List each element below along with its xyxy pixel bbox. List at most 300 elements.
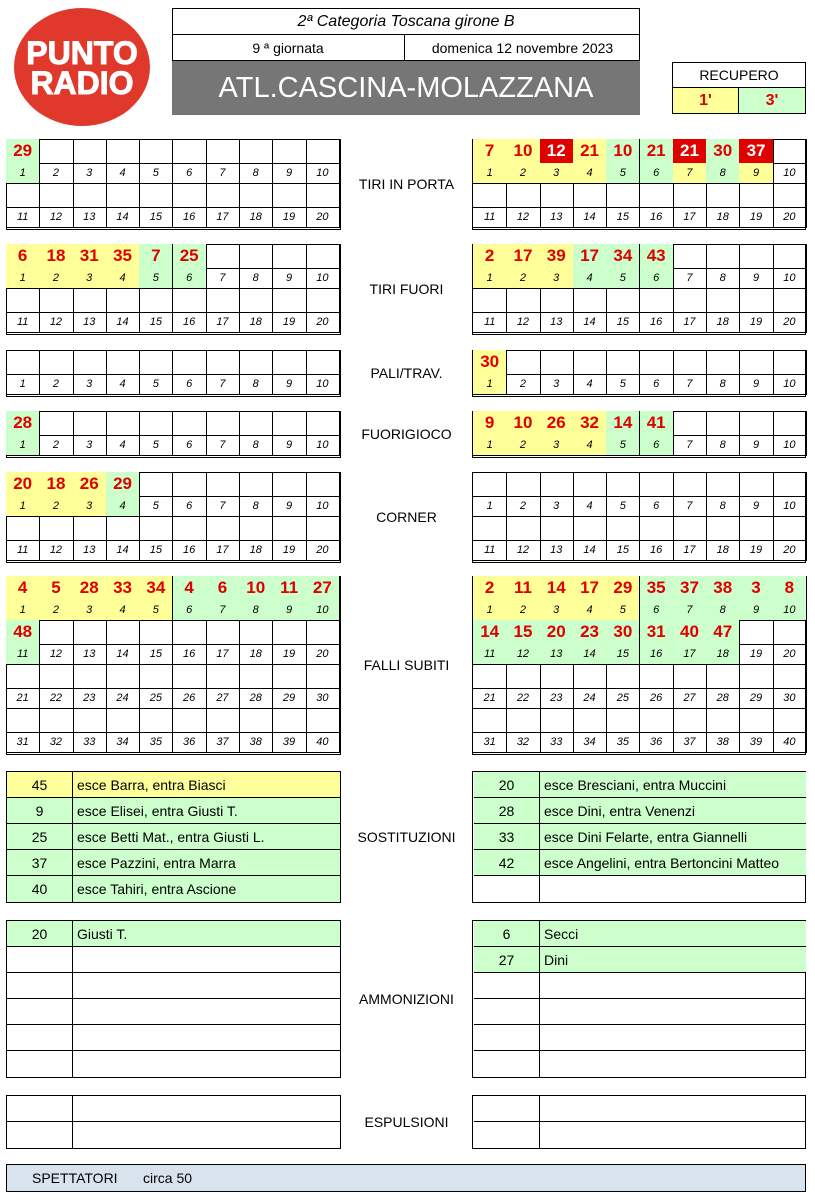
away-index-label: 15: [606, 312, 640, 333]
away-index-label: 16: [640, 644, 674, 665]
spectators-label: SPETTATORI: [32, 1170, 118, 1186]
home-index-label: 7: [206, 268, 240, 289]
home-index-label: 11: [6, 644, 40, 665]
home-index-label: 7: [206, 374, 240, 395]
away-index-label: 4: [573, 268, 607, 289]
home-minute-cell: 25: [173, 244, 207, 269]
home-index-label: 2: [39, 374, 73, 395]
home-index-label: 15: [139, 644, 173, 665]
away-minute-cell: 20: [540, 620, 574, 645]
away-minute-cell: 17: [573, 244, 607, 269]
home-minute-cell: [73, 708, 107, 733]
away-minute-cell: 21: [573, 139, 607, 164]
home-index-label: 8: [239, 496, 273, 517]
away-minute-cell: [739, 244, 773, 269]
league-name: 2ª Categoria Toscana girone B: [172, 8, 640, 35]
home-minute-cell: [73, 411, 107, 436]
sostituzioni-label: SOSTITUZIONI: [340, 771, 473, 903]
home-sostituzioni-row: [7, 876, 341, 902]
home-index-label: 1: [6, 496, 40, 517]
event-description: [73, 1122, 341, 1148]
home-index-label: 4: [106, 435, 140, 456]
home-index-label: 35: [139, 732, 173, 753]
event-description: [73, 1051, 341, 1077]
home-ammonizioni-row: [7, 1051, 341, 1077]
away-minute-cell: [673, 472, 707, 497]
home-index-label: 10: [306, 163, 340, 184]
away-index-label: 2: [506, 163, 540, 184]
away-minute-cell: [773, 288, 807, 313]
away-index-label: 12: [506, 540, 540, 561]
recupero-second-half: 3': [739, 88, 805, 113]
away-minute-cell: 17: [573, 576, 607, 601]
home-index-label: 3: [73, 163, 107, 184]
home-minute-cell: [306, 244, 340, 269]
event-minute: 25: [7, 824, 73, 850]
home-index-label: 18: [239, 207, 273, 228]
away-index-label: 29: [739, 688, 773, 709]
home-espulsioni-row: [7, 1096, 341, 1122]
away-minute-cell: 47: [706, 620, 740, 645]
home-index-label: 17: [206, 207, 240, 228]
away-minute-cell: [773, 350, 807, 375]
home-index-label: 14: [106, 207, 140, 228]
home-index-label: 13: [73, 540, 107, 561]
home-index-label: 17: [206, 644, 240, 665]
home-index-label: 25: [139, 688, 173, 709]
away-index-label: 3: [540, 268, 574, 289]
away-minute-cell: [673, 183, 707, 208]
home-index-label: 15: [139, 312, 173, 333]
home-minute-cell: [139, 472, 173, 497]
away-minute-cell: [540, 183, 574, 208]
away-minute-cell: [473, 708, 507, 733]
home-minute-cell: 7: [139, 244, 173, 269]
away-index-label: 24: [573, 688, 607, 709]
event-minute: [474, 1051, 540, 1077]
home-minute-cell: [173, 411, 207, 436]
home-minute-cell: [173, 620, 207, 645]
home-index-label: 6: [173, 600, 207, 621]
recupero-first-half: 1': [673, 88, 739, 113]
away-ammonizioni-row: [474, 973, 806, 999]
away-index-label: 4: [573, 435, 607, 456]
away-minute-cell: [540, 516, 574, 541]
home-index-label: 14: [106, 540, 140, 561]
home-minute-cell: [106, 708, 140, 733]
home-minute-cell: [39, 708, 73, 733]
away-minute-cell: [773, 411, 807, 436]
stat-label: FALLI SUBITI: [340, 576, 473, 755]
away-index-label: 20: [773, 644, 807, 665]
home-minute-cell: 20: [6, 472, 40, 497]
home-index-label: 37: [206, 732, 240, 753]
away-index-label: 10: [773, 496, 807, 517]
home-minute-cell: [272, 516, 306, 541]
home-minute-cell: [173, 350, 207, 375]
away-minute-cell: 23: [573, 620, 607, 645]
home-minute-cell: [206, 139, 240, 164]
round-number: 9 ª giornata: [172, 35, 405, 61]
home-index-label: 12: [39, 312, 73, 333]
away-index-label: 14: [573, 207, 607, 228]
away-ammonizioni-row: [474, 1025, 806, 1051]
away-sostituzioni-row: [474, 876, 806, 902]
event-description: [540, 973, 806, 999]
event-description: esce Barra, entra Biasci: [77, 777, 226, 793]
home-minute-cell: [272, 620, 306, 645]
away-minute-cell: [473, 664, 507, 689]
stat-label: CORNER: [340, 472, 473, 563]
away-index-label: 7: [673, 374, 707, 395]
away-index-label: 30: [773, 688, 807, 709]
home-minute-cell: [239, 244, 273, 269]
away-minute-cell: [606, 288, 640, 313]
away-index-label: 19: [739, 207, 773, 228]
home-minute-cell: [106, 411, 140, 436]
home-minute-cell: [272, 664, 306, 689]
home-index-label: 16: [173, 644, 207, 665]
away-index-label: 17: [673, 644, 707, 665]
home-minute-cell: [306, 350, 340, 375]
away-minute-cell: [573, 708, 607, 733]
event-minute: 40: [7, 876, 73, 902]
away-index-label: 21: [473, 688, 507, 709]
home-minute-cell: [206, 350, 240, 375]
away-minute-cell: [739, 664, 773, 689]
away-index-label: 10: [773, 163, 807, 184]
away-index-label: 7: [673, 435, 707, 456]
event-description: [73, 1096, 341, 1122]
spectators-value: circa 50: [143, 1170, 193, 1186]
logo-text-punto: PUNTO: [26, 35, 138, 71]
home-index-label: 5: [139, 435, 173, 456]
home-minute-cell: 28: [6, 411, 40, 436]
home-index-label: 5: [139, 496, 173, 517]
home-minute-cell: 5: [39, 576, 73, 601]
home-index-label: 19: [272, 644, 306, 665]
away-minute-cell: 37: [673, 576, 707, 601]
home-minute-cell: 4: [6, 576, 40, 601]
away-minute-cell: 2: [473, 244, 507, 269]
home-minute-cell: [206, 620, 240, 645]
away-minute-cell: [773, 472, 807, 497]
away-minute-cell: [706, 183, 740, 208]
home-minute-cell: [173, 139, 207, 164]
away-minute-cell: 10: [606, 139, 640, 164]
home-index-label: 18: [239, 540, 273, 561]
home-index-label: 6: [173, 435, 207, 456]
home-index-label: 8: [239, 600, 273, 621]
home-index-label: 12: [39, 644, 73, 665]
away-minute-cell: [573, 288, 607, 313]
away-index-label: 9: [739, 600, 773, 621]
away-minute-cell: [540, 664, 574, 689]
home-index-label: 2: [39, 600, 73, 621]
away-index-label: 18: [706, 312, 740, 333]
away-index-label: 40: [773, 732, 807, 753]
away-index-label: 23: [540, 688, 574, 709]
away-minute-cell: [606, 708, 640, 733]
home-minute-cell: [6, 183, 40, 208]
home-minute-cell: [106, 139, 140, 164]
event-minute: 6: [474, 921, 540, 947]
away-minute-cell: [739, 183, 773, 208]
home-minute-cell: [106, 183, 140, 208]
home-minute-cell: [73, 288, 107, 313]
away-minute-cell: 14: [606, 411, 640, 436]
away-minute-cell: [773, 139, 807, 164]
away-index-label: 9: [739, 374, 773, 395]
home-index-label: 8: [239, 374, 273, 395]
event-description: esce Pazzini, entra Marra: [77, 855, 236, 871]
event-description: esce Dini, entra Venenzi: [544, 803, 695, 819]
home-index-label: 19: [272, 312, 306, 333]
away-minute-cell: [673, 244, 707, 269]
away-index-label: 1: [473, 496, 507, 517]
away-index-label: 22: [506, 688, 540, 709]
home-minute-cell: [206, 183, 240, 208]
away-index-label: 2: [506, 268, 540, 289]
away-sostituzioni-row: [474, 850, 806, 876]
home-index-label: 20: [306, 312, 340, 333]
event-minute: 20: [7, 921, 73, 947]
stat-label: PALI/TRAV.: [340, 350, 473, 397]
away-sostituzioni-row: [474, 798, 806, 824]
home-minute-cell: [139, 288, 173, 313]
away-index-label: 12: [506, 644, 540, 665]
event-minute: [474, 1025, 540, 1051]
away-ammonizioni-row: [474, 999, 806, 1025]
home-index-label: 32: [39, 732, 73, 753]
away-minute-cell: [739, 411, 773, 436]
away-minute-cell: [573, 664, 607, 689]
event-minute: [474, 1096, 540, 1122]
home-minute-cell: [239, 183, 273, 208]
away-index-label: 5: [606, 600, 640, 621]
event-description: [540, 1025, 806, 1051]
home-minute-cell: [272, 244, 306, 269]
event-description: esce Tahiri, entra Ascione: [77, 881, 237, 897]
away-minute-cell: [739, 708, 773, 733]
event-minute: 20: [474, 772, 540, 798]
home-index-label: 6: [173, 268, 207, 289]
home-minute-cell: [206, 708, 240, 733]
event-minute: [474, 973, 540, 999]
away-minute-cell: [573, 350, 607, 375]
away-index-label: 4: [573, 496, 607, 517]
home-index-label: 15: [139, 207, 173, 228]
event-minute: 42: [474, 850, 540, 876]
away-minute-cell: [739, 620, 773, 645]
away-minute-cell: 37: [739, 139, 773, 164]
home-index-label: 40: [306, 732, 340, 753]
away-index-label: 19: [739, 540, 773, 561]
home-minute-cell: [106, 664, 140, 689]
home-minute-cell: [39, 516, 73, 541]
home-index-label: 9: [272, 374, 306, 395]
event-description: [73, 999, 341, 1025]
home-minute-cell: [239, 620, 273, 645]
home-ammonizioni-row: [7, 947, 341, 973]
home-index-label: 10: [306, 374, 340, 395]
away-index-label: 8: [706, 496, 740, 517]
event-description: Giusti T.: [77, 926, 128, 942]
away-minute-cell: [640, 288, 674, 313]
home-index-label: 9: [272, 600, 306, 621]
away-minute-cell: [673, 350, 707, 375]
home-minute-cell: [272, 183, 306, 208]
away-index-label: 15: [606, 207, 640, 228]
away-index-label: 20: [773, 540, 807, 561]
home-minute-cell: [139, 516, 173, 541]
away-minute-cell: 21: [640, 139, 674, 164]
home-minute-cell: 48: [6, 620, 40, 645]
home-minute-cell: [206, 472, 240, 497]
stat-label: FUORIGIOCO: [340, 411, 473, 458]
home-minute-cell: [39, 183, 73, 208]
home-index-label: 33: [73, 732, 107, 753]
away-minute-cell: [640, 664, 674, 689]
home-sostituzioni-row: [7, 772, 341, 798]
home-index-label: 3: [73, 600, 107, 621]
home-index-label: 9: [272, 496, 306, 517]
away-index-label: 19: [739, 312, 773, 333]
away-minute-cell: [506, 708, 540, 733]
away-espulsioni-row: [474, 1096, 806, 1122]
away-index-label: 10: [773, 600, 807, 621]
home-index-label: 7: [206, 496, 240, 517]
away-index-label: 13: [540, 540, 574, 561]
home-index-label: 7: [206, 163, 240, 184]
away-minute-cell: [673, 411, 707, 436]
event-description: [540, 1051, 806, 1077]
away-index-label: 8: [706, 268, 740, 289]
home-index-label: 8: [239, 435, 273, 456]
away-index-label: 10: [773, 268, 807, 289]
home-minute-cell: [173, 708, 207, 733]
home-minute-cell: [39, 350, 73, 375]
away-minute-cell: [673, 288, 707, 313]
away-index-label: 4: [573, 163, 607, 184]
home-index-label: 2: [39, 496, 73, 517]
away-index-label: 11: [473, 540, 507, 561]
away-index-label: 8: [706, 374, 740, 395]
away-index-label: 18: [706, 540, 740, 561]
stat-label: TIRI IN PORTA: [340, 139, 473, 230]
home-index-label: 1: [6, 268, 40, 289]
home-index-label: 29: [272, 688, 306, 709]
home-minute-cell: [73, 183, 107, 208]
away-index-label: 16: [640, 207, 674, 228]
away-index-label: 27: [673, 688, 707, 709]
home-index-label: 27: [206, 688, 240, 709]
home-minute-cell: 6: [6, 244, 40, 269]
home-index-label: 5: [139, 600, 173, 621]
away-minute-cell: 10: [506, 411, 540, 436]
home-minute-cell: [272, 411, 306, 436]
away-index-label: 14: [573, 644, 607, 665]
home-minute-cell: [73, 516, 107, 541]
home-minute-cell: [39, 620, 73, 645]
away-minute-cell: 11: [506, 576, 540, 601]
away-minute-cell: [640, 708, 674, 733]
away-index-label: 5: [606, 163, 640, 184]
away-minute-cell: 26: [540, 411, 574, 436]
event-description: [540, 876, 806, 902]
away-index-label: 15: [606, 644, 640, 665]
away-index-label: 17: [673, 207, 707, 228]
away-minute-cell: 12: [540, 139, 574, 164]
home-minute-cell: [73, 664, 107, 689]
home-minute-cell: [106, 288, 140, 313]
home-index-label: 4: [106, 600, 140, 621]
away-minute-cell: 30: [706, 139, 740, 164]
away-minute-cell: [640, 350, 674, 375]
away-index-label: 35: [606, 732, 640, 753]
away-index-label: 8: [706, 600, 740, 621]
away-minute-cell: 31: [640, 620, 674, 645]
home-index-label: 9: [272, 268, 306, 289]
away-minute-cell: [739, 472, 773, 497]
away-index-label: 11: [473, 312, 507, 333]
home-espulsioni-row: [7, 1122, 341, 1148]
away-minute-cell: [506, 472, 540, 497]
home-index-label: 2: [39, 163, 73, 184]
home-minute-cell: [106, 516, 140, 541]
away-minute-cell: [706, 516, 740, 541]
home-minute-cell: [239, 411, 273, 436]
away-minute-cell: 30: [473, 350, 507, 375]
away-index-label: 3: [540, 600, 574, 621]
home-index-label: 13: [73, 312, 107, 333]
home-minute-cell: [239, 472, 273, 497]
away-index-label: 8: [706, 435, 740, 456]
away-minute-cell: [773, 183, 807, 208]
event-minute: [7, 1096, 73, 1122]
away-index-label: 15: [606, 540, 640, 561]
home-index-label: 8: [239, 163, 273, 184]
away-minute-cell: 40: [673, 620, 707, 645]
home-index-label: 13: [73, 207, 107, 228]
home-index-label: 16: [173, 207, 207, 228]
home-minute-cell: 6: [206, 576, 240, 601]
home-minute-cell: [272, 350, 306, 375]
event-description: [540, 1096, 806, 1122]
spectators-bar: [6, 1164, 806, 1192]
away-minute-cell: [706, 411, 740, 436]
home-minute-cell: [306, 516, 340, 541]
away-minute-cell: [506, 350, 540, 375]
away-minute-cell: [739, 288, 773, 313]
away-index-label: 32: [506, 732, 540, 753]
home-index-label: 13: [73, 644, 107, 665]
away-index-label: 9: [739, 435, 773, 456]
away-minute-cell: [673, 664, 707, 689]
home-minute-cell: [106, 350, 140, 375]
away-index-label: 26: [640, 688, 674, 709]
home-index-label: 6: [173, 163, 207, 184]
away-minute-cell: [473, 288, 507, 313]
away-index-label: 14: [573, 540, 607, 561]
home-index-label: 31: [6, 732, 40, 753]
away-minute-cell: [706, 472, 740, 497]
home-minute-cell: [306, 620, 340, 645]
home-ammonizioni-row: [7, 921, 341, 947]
home-minute-cell: 34: [139, 576, 173, 601]
away-minute-cell: [540, 288, 574, 313]
home-index-label: 7: [206, 600, 240, 621]
